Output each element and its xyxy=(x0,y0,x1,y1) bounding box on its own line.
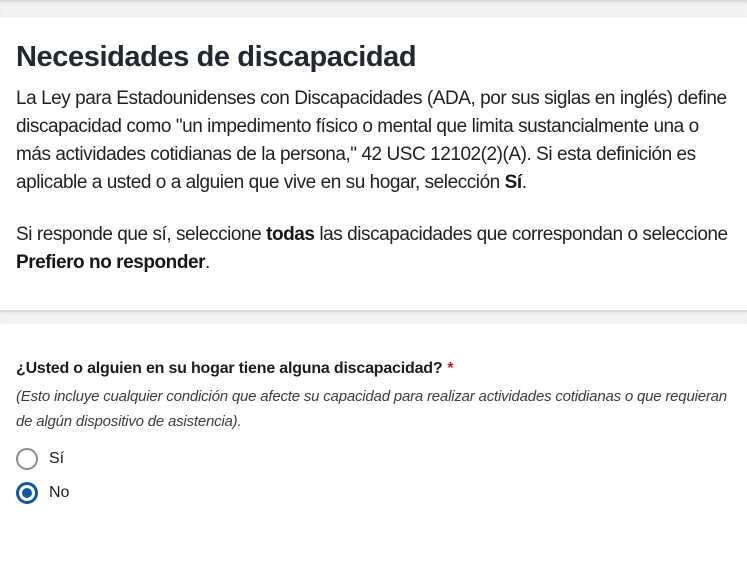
radio-label-no[interactable]: No xyxy=(49,484,70,501)
intro-paragraph-ada-bold-si: Sí xyxy=(504,172,522,193)
intro-section xyxy=(0,39,747,310)
question-label-text: ¿Usted o alguien en su hogar tiene alguna discapacidad? xyxy=(16,360,443,377)
intro-instructions-period: . xyxy=(205,252,210,273)
radio-group xyxy=(16,448,735,504)
intro-instructions-bold-prefiero: Prefiero no responder xyxy=(16,252,206,273)
section-divider xyxy=(0,310,747,324)
intro-paragraph-ada-text: La Ley para Estadounidenses con Discapacidades (ADA, por sus siglas en inglés) define discapacidad como "un impedimento físico o mental que limita sustancialmente una o más actividades cotidianas de la persona," 42 USC 12102(2)(A). Si esta definición es aplicable a usted o a alguien que vive en su hogar, selección xyxy=(16,88,727,193)
page-title: Necesidades de discapacidad xyxy=(16,41,417,73)
intro-instructions-bold-todas: todas xyxy=(266,224,315,245)
question-hint: (Esto incluye cualquier condición que afecte su capacidad para realizar actividades cotidianas o que requieran de algún dispositivo de asistencia). xyxy=(16,388,727,430)
radio-circle-si-icon[interactable] xyxy=(16,448,38,470)
radio-option-si[interactable] xyxy=(16,448,735,470)
intro-instructions-pre: Si responde que sí, seleccione xyxy=(16,224,267,245)
intro-paragraph-ada xyxy=(16,85,735,197)
intro-paragraph-ada-period: . xyxy=(521,172,527,193)
radio-option-no[interactable] xyxy=(16,482,735,504)
page-top-gutter xyxy=(0,0,747,18)
intro-instructions-mid: las discapacidades que correspondan o seleccione xyxy=(314,224,728,245)
radio-label-si[interactable]: Sí xyxy=(49,450,65,467)
radio-circle-no-icon[interactable] xyxy=(16,482,38,504)
required-asterisk: * xyxy=(447,360,454,377)
intro-paragraph-instructions xyxy=(16,221,735,277)
question-label xyxy=(16,324,735,380)
question-section xyxy=(0,324,747,504)
